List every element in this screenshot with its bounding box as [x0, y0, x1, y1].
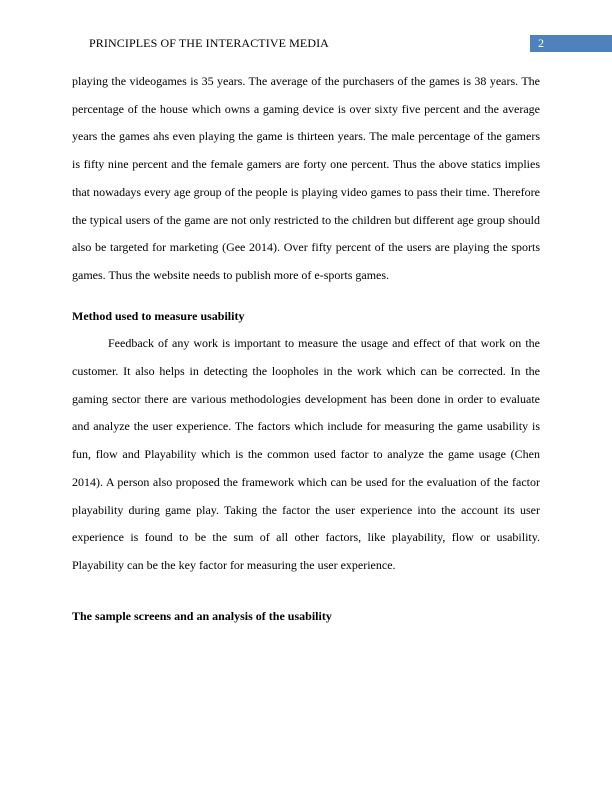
page-number-badge — [530, 35, 612, 52]
section-heading-usability-method: Method used to measure usability — [72, 308, 245, 323]
body-paragraph-2: Feedback of any work is important to measure the usage and effect of that work on the customer. It also helps in detecting the loopholes in the work which can be corrected. In the gaming sector there are various methodologies development has been done in order to evaluate and analyze the user experience. The factors which include for measuring the game usability is fun, flow and Playability which is the common used factor to analyze the game usage (Chen 2014). A person also proposed the framework which can be used for the evaluation of the factor playability during game play. Taking the factor the user experience into the account its user experience is found to be the sum of all other factors, like playability, flow or usability. Playability can be the key factor for measuring the user experience. — [72, 336, 540, 572]
document-body — [72, 68, 540, 630]
page-number: 2 — [538, 36, 544, 50]
page-header — [0, 33, 612, 53]
running-header-title: PRINCIPLES OF THE INTERACTIVE MEDIA — [89, 36, 329, 50]
section-heading-sample-screens: The sample screens and an analysis of the usability — [72, 608, 332, 623]
body-paragraph-1: playing the videogames is 35 years. The average of the purchasers of the games is 38 years. The percentage of the house which owns a gaming device is over sixty five percent and the average years the games ahs even playing the game is thirteen years. The male percentage of the gamers is fifty nine percent and the female gamers are forty one percent. Thus the above statics implies that nowadays every age group of the people is playing video games to pass their time. Therefore the typical users of the game are not only restricted to the children but different age group should also be targeted for marketing (Gee 2014). Over fifty percent of the users are playing the sports games. Thus the website needs to publish more of e-sports games. — [72, 74, 540, 282]
